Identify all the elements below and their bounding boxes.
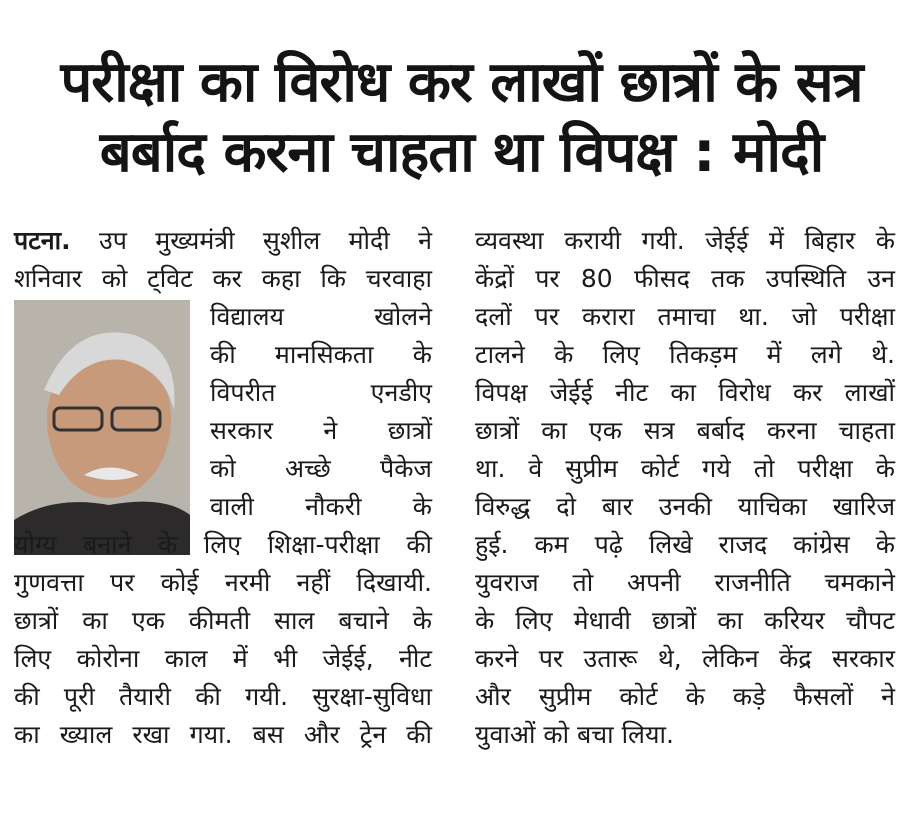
left-line-1 bbox=[14, 222, 432, 260]
right-line: दलों पर करारा तमाचा था. जो परीक्षा bbox=[475, 302, 895, 331]
headline-line-1: परीक्षा का विरोध कर लाखों छात्रों के सत्र bbox=[60, 50, 863, 115]
left-full-line: योग्य बनाने के लिए शिक्षा-परीक्षा की bbox=[14, 530, 432, 559]
right-line-last: युवाओं को बचा लिया. bbox=[475, 720, 674, 749]
left-narrow-line: को अच्छे पैकेज bbox=[210, 454, 432, 483]
right-line: टालने के लिए तिकड़म में लगे थे. bbox=[475, 340, 895, 369]
right-line: विरुद्ध दो बार उनकी याचिका खारिज bbox=[475, 492, 895, 521]
right-line: के लिए मेधावी छात्रों का करियर चौपट bbox=[475, 606, 895, 635]
right-line: विपक्ष जेईई नीट का विरोध कर लाखों bbox=[475, 378, 895, 407]
left-line-2: शनिवार को ट्विट कर कहा कि चरवाहा bbox=[14, 264, 432, 293]
headline-line-2: बर्बाद करना चाहता था विपक्ष : मोदी bbox=[99, 120, 824, 185]
right-line: छात्रों का एक सत्र बर्बाद करना चाहता bbox=[475, 416, 895, 445]
right-line: केंद्रों पर 80 फीसद तक उपस्थिति उन bbox=[475, 264, 895, 293]
left-narrow-line: विद्यालय खोलने bbox=[210, 302, 432, 331]
left-narrow-line: की मानसिकता के bbox=[210, 340, 432, 369]
left-full-line: का ख्याल रखा गया. बस और ट्रेन की bbox=[14, 720, 432, 749]
left-narrow-line: वाली नौकरी के bbox=[210, 492, 432, 521]
right-line: और सुप्रीम कोर्ट के कड़े फैसलों ने bbox=[475, 682, 895, 711]
left-column bbox=[14, 222, 432, 754]
left-full-line: लिए कोरोना काल में भी जेईई, नीट bbox=[14, 644, 432, 673]
right-line: हुई. कम पढ़े लिखे राजद कांग्रेस के bbox=[475, 530, 895, 559]
right-line: युवराज तो अपनी राजनीति चमकाने bbox=[475, 568, 895, 597]
left-narrow-line: विपरीत एनडीए bbox=[210, 378, 432, 407]
dateline: पटना. bbox=[14, 226, 71, 255]
left-full-line: की पूरी तैयारी की गयी. सुरक्षा-सुविधा bbox=[14, 682, 432, 711]
right-line: था. वे सुप्रीम कोर्ट गये तो परीक्षा के bbox=[475, 454, 895, 483]
headline bbox=[0, 48, 923, 188]
left-line-1-text: उप मुख्यमंत्री सुशील मोदी ने bbox=[70, 226, 432, 255]
right-column bbox=[475, 222, 895, 754]
left-full-line: छात्रों का एक कीमती साल बचाने के bbox=[14, 606, 432, 635]
left-narrow-line: सरकार ने छात्रों bbox=[210, 416, 432, 445]
left-full-line: गुणवत्ता पर कोई नरमी नहीं दिखायी. bbox=[14, 568, 432, 597]
right-line: व्यवस्था करायी गयी. जेईई में बिहार के bbox=[475, 226, 895, 255]
right-line: करने पर उतारू थे, लेकिन केंद्र सरकार bbox=[475, 644, 895, 673]
